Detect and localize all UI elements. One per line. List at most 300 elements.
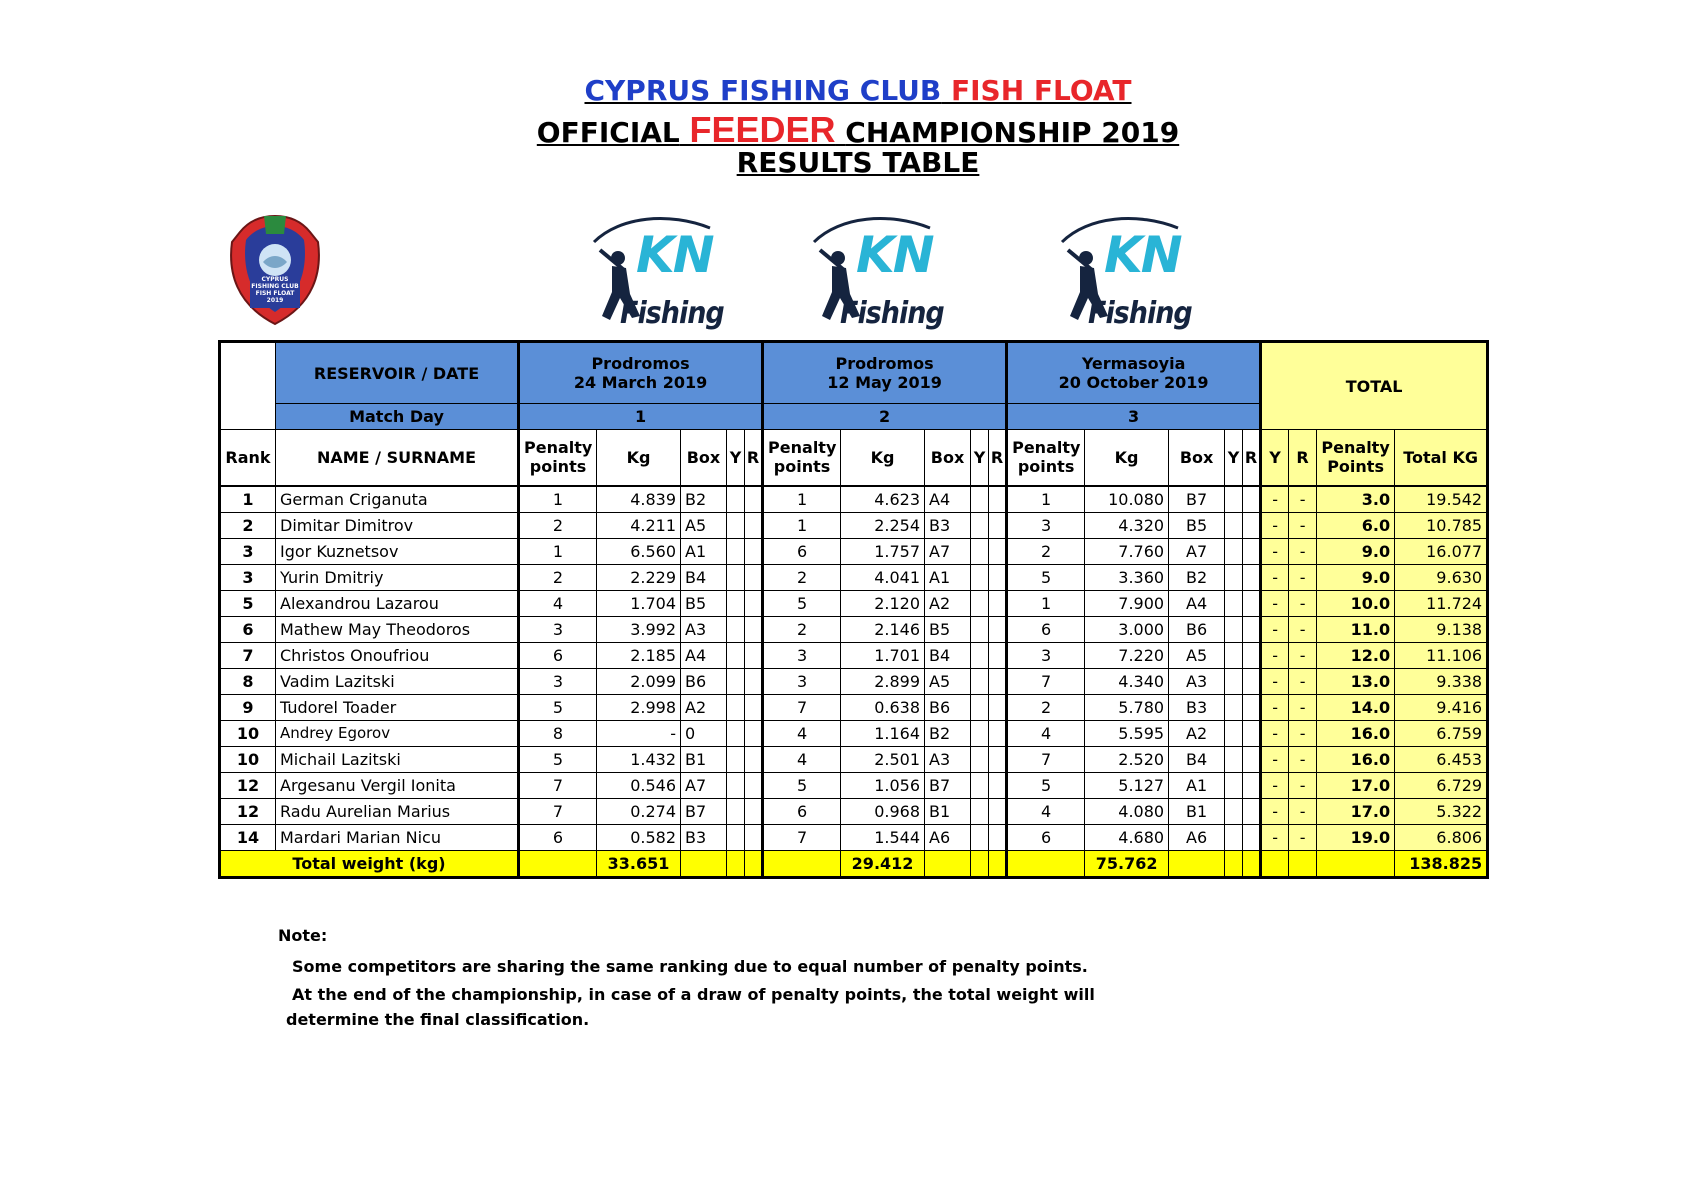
match-1-r-cell [745,538,763,564]
total-penalty-cell: 9.0 [1317,564,1395,590]
match-2-r-cell [989,616,1007,642]
total-kg-cell: 6.759 [1395,720,1488,746]
match-1-y-cell [727,824,745,850]
match-2-penalty-cell: 4 [763,720,841,746]
match-3-r-cell [1243,772,1261,798]
match-1-y-cell [727,746,745,772]
match-1-box-cell: A7 [681,772,727,798]
reservoir-date-header: RESERVOIR / DATE [276,342,519,404]
match-1-r-cell [745,642,763,668]
table-row [220,590,1488,616]
match-3-r-cell [1243,590,1261,616]
match-1-box-cell: B4 [681,564,727,590]
match-2-penalty-cell: 7 [763,824,841,850]
total-y-cell: - [1261,564,1289,590]
match-3-kg-cell: 5.780 [1085,694,1169,720]
match-1-penalty-cell: 1 [519,538,597,564]
match-3-kg-cell: 3.000 [1085,616,1169,642]
match-3-box-cell: A7 [1169,538,1225,564]
match-1-penalty-cell: 5 [519,746,597,772]
match-day-1: 1 [519,404,763,430]
match-2-kg-cell: 0.638 [841,694,925,720]
kn-text: KN [1104,226,1181,284]
match-3-box-cell: B7 [1169,486,1225,513]
match-1-kg-cell: - [597,720,681,746]
match-1-box-cell: A3 [681,616,727,642]
total-r-cell: - [1289,694,1317,720]
match-3-penalty-cell: 1 [1007,486,1085,513]
match-3-penalty-cell: 3 [1007,642,1085,668]
total-y-cell: - [1261,486,1289,513]
match-1-y-cell [727,538,745,564]
total-r-cell: - [1289,746,1317,772]
penalty-label-bottom: points [529,457,587,477]
name-cell: Mardari Marian Nicu [276,824,519,850]
match-1-kg-cell: 4.839 [597,486,681,513]
match-2-r-cell [989,564,1007,590]
match-2-kg-cell: 2.254 [841,512,925,538]
match-3-box-cell: A1 [1169,772,1225,798]
match-2-y-cell [971,512,989,538]
match-3-box-cell: A5 [1169,642,1225,668]
match-1-kg-cell: 0.582 [597,824,681,850]
total-y-cell: - [1261,824,1289,850]
match-1-y-cell [727,694,745,720]
match-2-box-cell: B2 [925,720,971,746]
match-3-penalty-cell: 7 [1007,668,1085,694]
total-y-cell: - [1261,668,1289,694]
match-1-box-header: Box [681,430,727,486]
total-penalty-cell: 17.0 [1317,772,1395,798]
badge-text-1: CYPRUS [261,276,289,283]
kn-text: KN [636,226,713,284]
rank-cell: 9 [220,694,276,720]
match-2-r-cell [989,590,1007,616]
match-3-y-cell [1225,564,1243,590]
name-cell: Mathew May Theodoros [276,616,519,642]
match-2-box-cell: B6 [925,694,971,720]
match-1-penalty-cell: 7 [519,798,597,824]
total-kg-cell: 10.785 [1395,512,1488,538]
match-1-r-cell [745,746,763,772]
match-3-y-cell [1225,694,1243,720]
match-3-box-cell: A6 [1169,824,1225,850]
name-cell: Vadim Lazitski [276,668,519,694]
match-2-box-header: Box [925,430,971,486]
match-2-penalty-cell: 7 [763,694,841,720]
total-kg-cell: 5.322 [1395,798,1488,824]
rank-cell: 14 [220,824,276,850]
total-kg-cell: 11.724 [1395,590,1488,616]
kn-fishing-logo [1058,212,1198,336]
match-2-penalty-cell: 6 [763,538,841,564]
match-2-penalty-cell: 1 [763,486,841,513]
club-name: CYPRUS FISHING CLUB [584,74,942,107]
match-2-box-cell: A6 [925,824,971,850]
match-1-penalty-cell: 5 [519,694,597,720]
title-line-2 [0,109,1696,151]
match-1-box-cell: A5 [681,512,727,538]
match-2-total-kg: 29.412 [841,850,925,877]
match-1-box-cell: B3 [681,824,727,850]
match-3-kg-cell: 3.360 [1085,564,1169,590]
match-1-kg-cell: 2.998 [597,694,681,720]
total-kg-cell: 9.630 [1395,564,1488,590]
match-2-header [763,342,1007,404]
match-1-r-cell [745,798,763,824]
match-2-kg-cell: 2.120 [841,590,925,616]
match-3-total-y-cell [1225,850,1243,877]
match-3-r-cell [1243,694,1261,720]
match-3-penalty-cell: 6 [1007,824,1085,850]
match-2-box-cell: A2 [925,590,971,616]
match-3-box-cell: B1 [1169,798,1225,824]
match-2-y-cell [971,746,989,772]
total-penalty-header [1317,430,1395,486]
match-1-r-cell [745,512,763,538]
rank-cell: 5 [220,590,276,616]
match-2-r-header: R [989,430,1007,486]
match-1-y-cell [727,798,745,824]
rank-cell: 8 [220,668,276,694]
match-1-penalty-cell: 3 [519,668,597,694]
match-2-y-cell [971,590,989,616]
match-3-penalty-cell: 5 [1007,564,1085,590]
total-penalty-cell: 3.0 [1317,486,1395,513]
match-3-kg-cell: 2.520 [1085,746,1169,772]
match-2-kg-cell: 2.146 [841,616,925,642]
match-2-y-cell [971,564,989,590]
total-r-cell: - [1289,772,1317,798]
match-3-box-cell: A4 [1169,590,1225,616]
match-1-r-cell [745,772,763,798]
match-3-kg-cell: 4.320 [1085,512,1169,538]
match-3-y-cell [1225,668,1243,694]
match-2-total-penalty-cell [763,850,841,877]
match-1-box-cell: B6 [681,668,727,694]
total-penalty-cell: 17.0 [1317,798,1395,824]
match-2-penalty-cell: 3 [763,668,841,694]
rank-cell: 2 [220,512,276,538]
match-2-kg-cell: 1.701 [841,642,925,668]
rank-cell: 3 [220,564,276,590]
table-row [220,668,1488,694]
match-3-penalty-cell: 7 [1007,746,1085,772]
match-1-kg-cell: 3.992 [597,616,681,642]
rank-header-spacer [220,342,276,430]
match-1-kg-cell: 2.185 [597,642,681,668]
match-2-penalty-cell: 4 [763,746,841,772]
note-line-3: determine the final classification. [286,1010,590,1029]
total-kg-cell: 9.416 [1395,694,1488,720]
total-penalty-cell: 14.0 [1317,694,1395,720]
match-1-kg-cell: 2.099 [597,668,681,694]
match-2-box-cell: A4 [925,486,971,513]
match-2-r-cell [989,694,1007,720]
badge-text-3: FISH FLOAT [255,290,295,297]
penalty-label-bottom: points [773,457,831,477]
match-3-penalty-cell: 5 [1007,772,1085,798]
match-2-r-cell [989,772,1007,798]
badge-text-2: FISHING CLUB [251,283,299,290]
name-cell: Christos Onoufriou [276,642,519,668]
match-1-box-cell: A2 [681,694,727,720]
match-3-kg-cell: 5.127 [1085,772,1169,798]
match-3-box-cell: B4 [1169,746,1225,772]
match-3-kg-cell: 4.080 [1085,798,1169,824]
match-3-y-cell [1225,512,1243,538]
match-2-y-cell [971,642,989,668]
match-1-total-penalty-cell [519,850,597,877]
match-2-penalty-cell: 5 [763,590,841,616]
match-3-y-header: Y [1225,430,1243,486]
total-kg-cell: 9.138 [1395,616,1488,642]
match-3-penalty-cell: 3 [1007,512,1085,538]
match-2-total-box-cell [925,850,971,877]
total-penalty-cell: 13.0 [1317,668,1395,694]
match-2-penalty-cell: 2 [763,564,841,590]
match-1-y-cell [727,642,745,668]
grand-total-penalty-cell [1317,850,1395,877]
total-y-cell: - [1261,512,1289,538]
kn-text: KN [856,226,933,284]
match-2-box-cell: A7 [925,538,971,564]
rank-cell: 3 [220,538,276,564]
table-row [220,824,1488,850]
total-y-cell: - [1261,694,1289,720]
match-2-kg-header: Kg [841,430,925,486]
total-r-cell: - [1289,824,1317,850]
match-1-box-cell: B7 [681,798,727,824]
match-2-kg-cell: 1.757 [841,538,925,564]
match-2-kg-cell: 4.041 [841,564,925,590]
total-r-cell: - [1289,590,1317,616]
title-line-1 [0,74,1696,107]
match-1-penalty-cell: 7 [519,772,597,798]
match-3-r-cell [1243,642,1261,668]
total-y-cell: - [1261,720,1289,746]
total-kg-cell: 9.338 [1395,668,1488,694]
table-row [220,616,1488,642]
match-3-box-cell: B6 [1169,616,1225,642]
match-2-kg-cell: 1.544 [841,824,925,850]
match-2-r-cell [989,538,1007,564]
match-1-y-cell [727,772,745,798]
match-1-kg-header: Kg [597,430,681,486]
match-2-y-cell [971,824,989,850]
match-1-penalty-cell: 6 [519,824,597,850]
match-2-y-cell [971,538,989,564]
total-kg-header: Total KG [1395,430,1488,486]
match-2-r-cell [989,798,1007,824]
match-2-penalty-cell: 1 [763,512,841,538]
match-3-kg-cell: 7.220 [1085,642,1169,668]
match-3-kg-cell: 4.680 [1085,824,1169,850]
match-3-y-cell [1225,746,1243,772]
match-3-r-cell [1243,720,1261,746]
table-row [220,538,1488,564]
match-1-penalty-cell: 6 [519,642,597,668]
fishing-text: Fishing [620,296,724,331]
total-kg-cell: 6.729 [1395,772,1488,798]
match-1-r-cell [745,564,763,590]
match-3-kg-header: Kg [1085,430,1169,486]
total-penalty-cell: 9.0 [1317,538,1395,564]
name-cell: Dimitar Dimitrov [276,512,519,538]
match-2-y-cell [971,486,989,513]
match-2-penalty-cell: 6 [763,798,841,824]
total-penalty-cell: 10.0 [1317,590,1395,616]
match-3-box-cell: B3 [1169,694,1225,720]
match-1-kg-cell: 1.704 [597,590,681,616]
match-3-y-cell [1225,772,1243,798]
match-3-kg-cell: 10.080 [1085,486,1169,513]
match-3-penalty-cell: 4 [1007,798,1085,824]
rank-cell: 7 [220,642,276,668]
grand-total-kg: 138.825 [1395,850,1488,877]
title-official: OFFICIAL [536,116,680,149]
match-2-box-cell: A3 [925,746,971,772]
match-2-reservoir: Prodromos [835,354,934,373]
total-header: TOTAL [1261,342,1488,430]
rank-header: Rank [220,430,276,486]
match-1-total-kg: 33.651 [597,850,681,877]
total-r-cell: - [1289,642,1317,668]
match-2-r-cell [989,720,1007,746]
match-2-y-cell [971,616,989,642]
rank-cell: 10 [220,746,276,772]
match-2-box-cell: B4 [925,642,971,668]
match-3-box-cell: B2 [1169,564,1225,590]
total-kg-cell: 6.806 [1395,824,1488,850]
match-1-y-cell [727,668,745,694]
match-2-box-cell: A5 [925,668,971,694]
totals-row [220,850,1488,877]
table-row [220,746,1488,772]
match-2-kg-cell: 4.623 [841,486,925,513]
table-row [220,564,1488,590]
match-1-r-cell [745,694,763,720]
club-badge-logo [228,212,322,328]
name-cell: Igor Kuznetsov [276,538,519,564]
total-y-cell: - [1261,798,1289,824]
match-1-box-cell: B1 [681,746,727,772]
match-day-header: Match Day [276,404,519,430]
match-1-y-header: Y [727,430,745,486]
match-2-r-cell [989,512,1007,538]
match-3-header [1007,342,1261,404]
kn-fishing-logo [810,212,950,336]
match-3-y-cell [1225,642,1243,668]
name-cell: Radu Aurelian Marius [276,798,519,824]
match-3-penalty-cell: 4 [1007,720,1085,746]
total-y-cell: - [1261,616,1289,642]
table-row [220,486,1488,513]
club-suffix: FISH FLOAT [951,74,1132,107]
match-2-total-r-cell [989,850,1007,877]
total-kg-cell: 11.106 [1395,642,1488,668]
match-3-box-cell: A2 [1169,720,1225,746]
match-2-r-cell [989,668,1007,694]
name-cell: Tudorel Toader [276,694,519,720]
match-3-r-cell [1243,824,1261,850]
total-r-cell: - [1289,668,1317,694]
name-cell: Andrey Egorov [276,720,519,746]
match-2-kg-cell: 2.501 [841,746,925,772]
match-1-r-cell [745,824,763,850]
match-3-y-cell [1225,720,1243,746]
match-3-kg-cell: 7.900 [1085,590,1169,616]
title-feeder: FEEDER [689,109,836,150]
total-r-cell: - [1289,798,1317,824]
fishing-text: Fishing [840,296,944,331]
total-r-cell: - [1289,616,1317,642]
match-3-y-cell [1225,590,1243,616]
match-2-box-cell: B7 [925,772,971,798]
total-kg-cell: 6.453 [1395,746,1488,772]
match-3-y-cell [1225,486,1243,513]
match-2-y-cell [971,720,989,746]
total-y-cell: - [1261,642,1289,668]
header-row-columns [220,430,1488,486]
match-2-penalty-header [763,430,841,486]
rank-cell: 1 [220,486,276,513]
kn-fishing-logo [590,212,730,336]
match-3-box-cell: B5 [1169,512,1225,538]
total-r-cell: - [1289,512,1317,538]
title-championship: CHAMPIONSHIP 2019 [845,116,1180,149]
match-1-date: 24 March 2019 [573,373,708,392]
match-3-r-cell [1243,798,1261,824]
match-1-r-cell [745,486,763,513]
match-2-y-cell [971,668,989,694]
match-day-2: 2 [763,404,1007,430]
name-cell: Alexandrou Lazarou [276,590,519,616]
match-1-y-cell [727,616,745,642]
match-3-penalty-header [1007,430,1085,486]
total-r-cell: - [1289,720,1317,746]
match-1-kg-cell: 0.546 [597,772,681,798]
match-2-y-header: Y [971,430,989,486]
match-3-total-penalty-cell [1007,850,1085,877]
match-2-kg-cell: 1.164 [841,720,925,746]
match-2-box-cell: B3 [925,512,971,538]
match-1-r-cell [745,668,763,694]
total-r-cell: - [1289,538,1317,564]
match-3-total-r-cell [1243,850,1261,877]
match-3-box-header: Box [1169,430,1225,486]
total-penalty-cell: 19.0 [1317,824,1395,850]
total-penalty-label-top: Penalty [1321,438,1390,458]
match-3-penalty-cell: 2 [1007,694,1085,720]
match-1-r-cell [745,720,763,746]
match-2-r-cell [989,486,1007,513]
match-2-penalty-cell: 2 [763,616,841,642]
match-1-total-box-cell [681,850,727,877]
match-1-y-cell [727,486,745,513]
match-1-penalty-cell: 1 [519,486,597,513]
note-line-1: Some competitors are sharing the same ranking due to equal number of penalty points. [292,957,1088,976]
note-line-2: At the end of the championship, in case of a draw of penalty points, the total weight will [292,985,1095,1004]
table-row [220,772,1488,798]
match-2-box-cell: A1 [925,564,971,590]
match-3-penalty-cell: 1 [1007,590,1085,616]
name-cell: Michail Lazitski [276,746,519,772]
match-3-penalty-cell: 6 [1007,616,1085,642]
table-row [220,512,1488,538]
match-1-box-cell: B5 [681,590,727,616]
match-1-header [519,342,763,404]
